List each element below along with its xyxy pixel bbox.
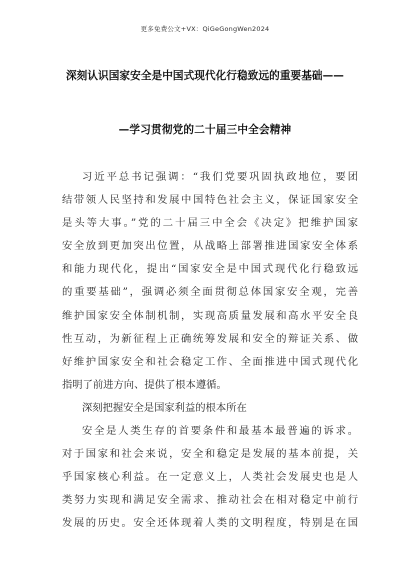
body-line: 是头等大事。”党的二十届三中全会《决定》把维护国家: [62, 217, 358, 230]
body-line: 的重要基础”，强调必须全面贯彻总体国家安全观，完善: [62, 286, 358, 299]
body-line: 发展的历史。安全还体现着人类的文明程度，特别是在国: [62, 517, 358, 530]
body-line: 维护国家安全体制机制，实现高质量发展和高水平安全良: [62, 309, 358, 322]
document-subtitle: —学习贯彻党的二十届三中全会精神: [118, 124, 292, 136]
body-line: 乎国家核心利益。在一定意义上，人类社会发展史也是人: [62, 471, 358, 484]
body-line: 类努力实现和满足安全需求、推动社会在相对稳定中前行: [62, 494, 358, 507]
body-line: 对于国家和社会来说，安全和稳定是发展的基本前提，关: [62, 448, 358, 461]
body-line: 习近平总书记强调：“我们党要巩固执政地位，要团: [82, 171, 358, 183]
document-body: [62, 166, 358, 536]
body-line: 好维护国家安全和社会稳定工作、全面推进中国式现代化: [62, 355, 358, 368]
document-title: 深刻认识国家安全是中国式现代化行稳致远的重要基础——: [65, 70, 345, 82]
body-line: 指明了前进方向、提供了根本遵循。: [62, 378, 227, 391]
body-line: 安全放到更加突出位置，从战略上部署推进国家安全体系: [62, 240, 358, 253]
section-heading: 深刻把握安全是国家利益的根本所在: [82, 401, 247, 414]
body-line: 结带领人民坚持和发展中国特色社会主义，保证国家安全: [62, 194, 358, 207]
body-line: 安全是人类生存的首要条件和最基本最普遍的诉求。: [82, 425, 358, 438]
header-note: 更多免费公文+VX：QiGeGongWen2024: [140, 25, 270, 33]
body-line: 和能力现代化，提出“国家安全是中国式现代化行稳致远: [62, 263, 358, 276]
body-line: 性互动，为新征程上正确统筹发展和安全的辩证关系、做: [62, 332, 358, 345]
